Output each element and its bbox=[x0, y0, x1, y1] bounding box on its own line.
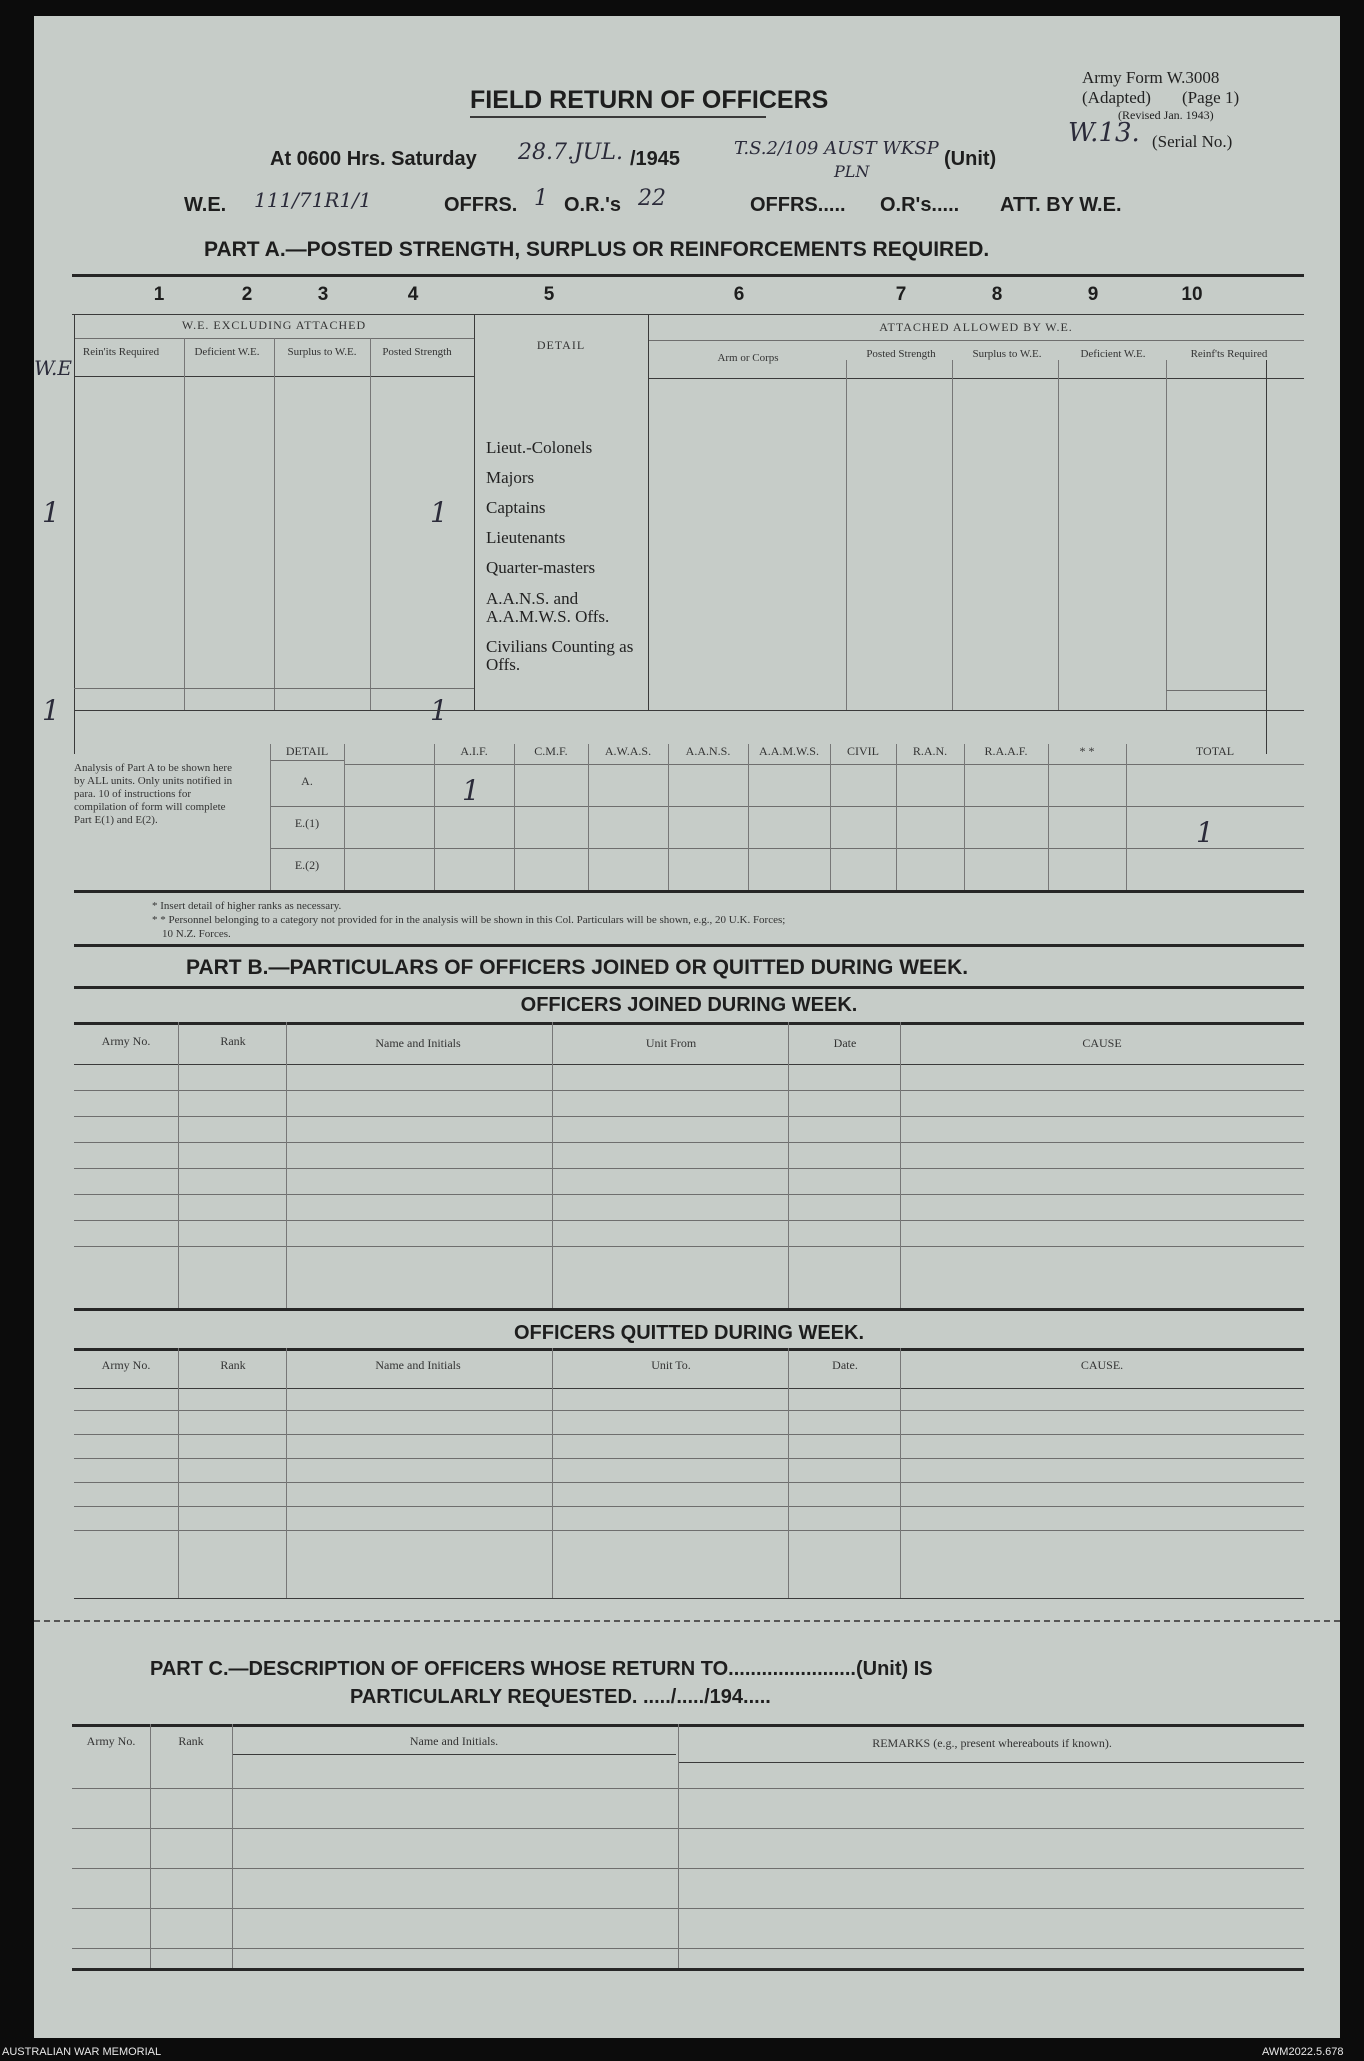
joined-col-army-no: Army No. bbox=[101, 1034, 151, 1048]
quitted-row-rule bbox=[74, 1410, 1304, 1411]
col-attached-posted-strength: Posted Strength bbox=[866, 348, 936, 360]
col-number: 6 bbox=[733, 284, 745, 305]
header-rule-right bbox=[648, 378, 1304, 379]
analysis-col-ran: R.A.N. bbox=[912, 744, 948, 758]
analysis-col-aamws: A.A.M.W.S. bbox=[759, 744, 819, 758]
analysis-vline bbox=[434, 744, 435, 890]
part-a-vline bbox=[370, 338, 371, 710]
army-form-number: Army Form W.3008 bbox=[1082, 68, 1220, 87]
adapted-label: (Adapted) bbox=[1082, 88, 1151, 107]
part-c-title-line-1: PART C.—DESCRIPTION OF OFFICERS WHOSE RETURN TO.......................(Unit) IS bbox=[150, 1658, 933, 1680]
part-a-rule-top bbox=[72, 274, 1304, 277]
analysis-note: Analysis of Part A to be shown here by ALL units. Only units notified in para. 10 of instructions for compilation of form will complete Part E(1) and E(2). bbox=[74, 762, 233, 826]
quitted-rule-top bbox=[74, 1348, 1304, 1351]
handwritten-total-posted: 1 bbox=[430, 694, 448, 727]
col-number: 8 bbox=[991, 284, 1003, 305]
part-c-name-underline bbox=[232, 1754, 676, 1755]
we-label: W.E. bbox=[184, 194, 227, 216]
at-hours-label: At 0600 Hrs. Saturday bbox=[270, 148, 477, 170]
page-label: (Page 1) bbox=[1182, 88, 1240, 107]
joined-rule-top bbox=[74, 1022, 1304, 1025]
quitted-vline bbox=[788, 1348, 789, 1598]
attached-allowed-header: ATTACHED ALLOWED BY W.E. bbox=[879, 320, 1073, 334]
part-c-remarks-underline bbox=[678, 1762, 1304, 1763]
quitted-vline bbox=[552, 1348, 553, 1598]
joined-vline bbox=[900, 1022, 901, 1308]
col-reinforcements-required: Rein'its Required bbox=[82, 346, 160, 358]
part-c-col-rank: Rank bbox=[178, 1734, 204, 1748]
part-a-rule-bottom bbox=[74, 710, 1304, 711]
part-b-rule-2 bbox=[74, 986, 1304, 989]
part-a-vline bbox=[274, 338, 275, 710]
handwritten-total-e1: 1 bbox=[1196, 816, 1214, 849]
analysis-vline bbox=[668, 744, 669, 890]
analysis-vline bbox=[344, 744, 345, 890]
joined-row-rule bbox=[74, 1168, 1304, 1169]
quitted-row-rule bbox=[74, 1482, 1304, 1483]
part-c-col-army-no: Army No. bbox=[86, 1734, 136, 1748]
part-c-vline bbox=[678, 1724, 679, 1968]
quitted-row-rule bbox=[74, 1434, 1304, 1435]
ors-handwritten: 22 bbox=[638, 186, 666, 211]
part-c-rule-bottom bbox=[72, 1968, 1304, 1971]
ors-label: O.R.'s bbox=[564, 194, 621, 216]
title-underline bbox=[470, 116, 766, 118]
col-deficient-we: Deficient W.E. bbox=[194, 346, 260, 358]
joined-title: OFFICERS JOINED DURING WEEK. bbox=[520, 994, 858, 1016]
analysis-vline bbox=[588, 744, 589, 890]
joined-col-date: Date bbox=[833, 1036, 857, 1050]
footnote-3: 10 N.Z. Forces. bbox=[162, 928, 231, 940]
quitted-rule-bottom bbox=[74, 1598, 1304, 1599]
part-a-vline bbox=[474, 314, 475, 710]
att-by-we-label: ATT. BY W.E. bbox=[1000, 194, 1122, 216]
analysis-col-total: TOTAL bbox=[1195, 744, 1235, 758]
offrs-label-2: OFFRS..... bbox=[750, 194, 846, 216]
col-number: 4 bbox=[407, 284, 419, 305]
joined-header-rule bbox=[74, 1064, 1304, 1065]
offrs-handwritten: 1 bbox=[534, 186, 548, 211]
analysis-vline bbox=[830, 744, 831, 890]
rank-captains: Captains bbox=[486, 498, 546, 517]
part-c-row-rule bbox=[72, 1868, 1304, 1869]
rank-lieut-colonels: Lieut.-Colonels bbox=[486, 438, 593, 457]
quitted-col-date: Date. bbox=[832, 1358, 858, 1372]
part-a-rule-numbers bbox=[72, 314, 1304, 315]
group-right-rule bbox=[648, 340, 1304, 341]
part-a-vline bbox=[952, 360, 953, 710]
analysis-vline bbox=[748, 744, 749, 890]
detail-header: DETAIL bbox=[536, 338, 586, 352]
joined-vline bbox=[178, 1022, 179, 1308]
part-b-rule-top bbox=[74, 944, 1304, 947]
joined-row-rule bbox=[74, 1220, 1304, 1221]
part-a-vline bbox=[1266, 360, 1267, 710]
joined-col-name: Name and Initials bbox=[375, 1036, 461, 1050]
part-c-row-rule bbox=[72, 1908, 1304, 1909]
analysis-rule bbox=[270, 848, 1304, 849]
col-attached-surplus: Surplus to W.E. bbox=[972, 348, 1042, 360]
joined-row-rule bbox=[74, 1194, 1304, 1195]
rank-lieutenants: Lieutenants bbox=[486, 528, 566, 547]
analysis-detail-header: DETAIL bbox=[285, 744, 329, 758]
unit-handwritten: T.S.2/109 AUST WKSP bbox=[734, 138, 939, 159]
analysis-col-civil: CIVIL bbox=[847, 744, 879, 758]
part-a-vline bbox=[184, 338, 185, 710]
analysis-col-aif: A.I.F. bbox=[460, 744, 488, 758]
analysis-detail-underline bbox=[270, 760, 344, 761]
joined-col-rank: Rank bbox=[220, 1034, 246, 1048]
quitted-row-rule bbox=[74, 1530, 1304, 1531]
analysis-row-e1: E.(1) bbox=[294, 816, 320, 830]
joined-vline bbox=[286, 1022, 287, 1308]
we-excluding-attached-header: W.E. EXCLUDING ATTACHED bbox=[181, 318, 367, 332]
quitted-title: OFFICERS QUITTED DURING WEEK. bbox=[514, 1322, 864, 1344]
total-rule-right bbox=[1166, 690, 1266, 691]
quitted-row-rule bbox=[74, 1506, 1304, 1507]
joined-vline bbox=[552, 1022, 553, 1308]
col-posted-strength: Posted Strength bbox=[382, 346, 452, 358]
rank-aans-aamws: A.A.N.S. and A.A.M.W.S. Offs. bbox=[486, 589, 610, 626]
rank-majors: Majors bbox=[486, 468, 535, 487]
analysis-rule bbox=[344, 764, 1304, 765]
form-title: FIELD RETURN OF OFFICERS bbox=[470, 86, 829, 114]
quitted-col-rank: Rank bbox=[220, 1358, 246, 1372]
quitted-col-unit-to: Unit To. bbox=[651, 1358, 691, 1372]
col-number: 7 bbox=[895, 284, 907, 305]
ors-label-2: O.R's..... bbox=[880, 194, 960, 216]
col-arm-or-corps: Arm or Corps bbox=[717, 352, 779, 364]
footer-institution: AUSTRALIAN WAR MEMORIAL bbox=[2, 2046, 162, 2058]
col-number: 3 bbox=[317, 284, 329, 305]
quitted-col-army-no: Army No. bbox=[101, 1358, 151, 1372]
tear-off-line bbox=[34, 1620, 1340, 1622]
col-attached-deficient: Deficient W.E. bbox=[1080, 348, 1146, 360]
offrs-label: OFFRS. bbox=[444, 194, 518, 216]
part-c-row-rule bbox=[72, 1788, 1304, 1789]
analysis-col-cmf: C.M.F. bbox=[534, 744, 568, 758]
quitted-col-name: Name and Initials bbox=[375, 1358, 461, 1372]
col-number: 10 bbox=[1181, 284, 1203, 305]
part-c-vline bbox=[150, 1724, 151, 1968]
quitted-vline bbox=[178, 1348, 179, 1598]
part-c-col-name: Name and Initials. bbox=[409, 1734, 499, 1748]
part-c-row-rule bbox=[72, 1948, 1304, 1949]
part-c-row-rule bbox=[72, 1828, 1304, 1829]
col-number: 1 bbox=[153, 284, 165, 305]
joined-row-rule bbox=[74, 1090, 1304, 1091]
handwritten-captains-posted: 1 bbox=[430, 496, 448, 529]
part-a-vline bbox=[846, 360, 847, 710]
joined-row-rule bbox=[74, 1142, 1304, 1143]
handwritten-total-reinforcements: 1 bbox=[42, 694, 60, 727]
we-handwritten: 111/71R1/1 bbox=[254, 188, 372, 212]
footnote-2: * * Personnel belonging to a category not provided for in the analysis will be shown in this Col. Particulars will be shown, e.g., 20 U.K. Forces; bbox=[152, 914, 786, 926]
quitted-vline bbox=[900, 1348, 901, 1598]
col-number: 5 bbox=[543, 284, 555, 305]
quitted-header-rule bbox=[74, 1388, 1304, 1389]
analysis-vline bbox=[1048, 744, 1049, 890]
part-b-title: PART B.—PARTICULARS OF OFFICERS JOINED OR QUITTED DURING WEEK. bbox=[186, 956, 969, 979]
analysis-col-aans: A.A.N.S. bbox=[685, 744, 731, 758]
unit-handwritten-2: PLN bbox=[834, 162, 870, 181]
col-number: 2 bbox=[241, 284, 253, 305]
handwritten-aif-a: 1 bbox=[462, 774, 480, 807]
analysis-vline bbox=[896, 744, 897, 890]
form-sheet bbox=[34, 16, 1340, 2038]
analysis-vline bbox=[514, 744, 515, 890]
col-attached-reinforcements: Reinf'ts Required bbox=[1190, 348, 1268, 360]
joined-col-unit-from: Unit From bbox=[645, 1036, 697, 1050]
handwritten-captains-reinforcements: 1 bbox=[42, 496, 60, 529]
joined-col-cause: CAUSE bbox=[1082, 1036, 1122, 1050]
analysis-row-e2: E.(2) bbox=[294, 858, 320, 872]
rank-civilians: Civilians Counting as Offs. bbox=[486, 637, 634, 674]
analysis-vline bbox=[270, 744, 271, 890]
col-number: 9 bbox=[1087, 284, 1099, 305]
col-surplus-to-we: Surplus to W.E. bbox=[287, 346, 357, 358]
analysis-rule-bottom bbox=[74, 890, 1304, 893]
part-c-col-remarks: REMARKS (e.g., present whereabouts if known). bbox=[872, 1736, 1112, 1750]
rank-quarter-masters: Quarter-masters bbox=[486, 558, 596, 577]
footnote-1: * Insert detail of higher ranks as necessary. bbox=[152, 900, 342, 912]
joined-vline bbox=[788, 1022, 789, 1308]
analysis-col-awas: A.W.A.S. bbox=[604, 744, 652, 758]
date-handwritten: 28.7.JUL. bbox=[518, 140, 623, 165]
joined-row-rule bbox=[74, 1246, 1304, 1247]
analysis-vline bbox=[1126, 744, 1127, 890]
year-label: /1945 bbox=[630, 148, 681, 170]
serial-number-handwritten: W.13. bbox=[1068, 118, 1140, 148]
total-rule-left bbox=[74, 688, 474, 689]
analysis-vline bbox=[964, 744, 965, 890]
part-c-title-line-2: PARTICULARLY REQUESTED. ...../...../194..... bbox=[350, 1686, 771, 1708]
analysis-col-raaf: R.A.A.F. bbox=[984, 744, 1028, 758]
part-a-vline bbox=[648, 314, 649, 710]
part-c-rule-top bbox=[72, 1724, 1304, 1727]
quitted-row-rule bbox=[74, 1458, 1304, 1459]
part-a-vline bbox=[1166, 360, 1167, 710]
quitted-col-cause: CAUSE. bbox=[1080, 1358, 1124, 1372]
joined-row-rule bbox=[74, 1116, 1304, 1117]
revised-label: (Revised Jan. 1943) bbox=[1118, 108, 1214, 122]
part-c-vline bbox=[232, 1724, 233, 1968]
analysis-rule bbox=[270, 806, 1304, 807]
analysis-row-a: A. bbox=[301, 774, 313, 788]
footer-accession-number: AWM2022.5.678 bbox=[1262, 2046, 1344, 2058]
analysis-col-other: * * bbox=[1079, 744, 1095, 758]
joined-rule-bottom bbox=[74, 1308, 1304, 1311]
part-a-title: PART A.—POSTED STRENGTH, SURPLUS OR REINFORCEMENTS REQUIRED. bbox=[204, 238, 990, 261]
part-a-vline bbox=[1058, 360, 1059, 710]
unit-label: (Unit) bbox=[944, 148, 997, 170]
serial-label: (Serial No.) bbox=[1152, 132, 1233, 151]
margin-handwritten-we: W.E bbox=[34, 356, 73, 380]
quitted-vline bbox=[286, 1348, 287, 1598]
